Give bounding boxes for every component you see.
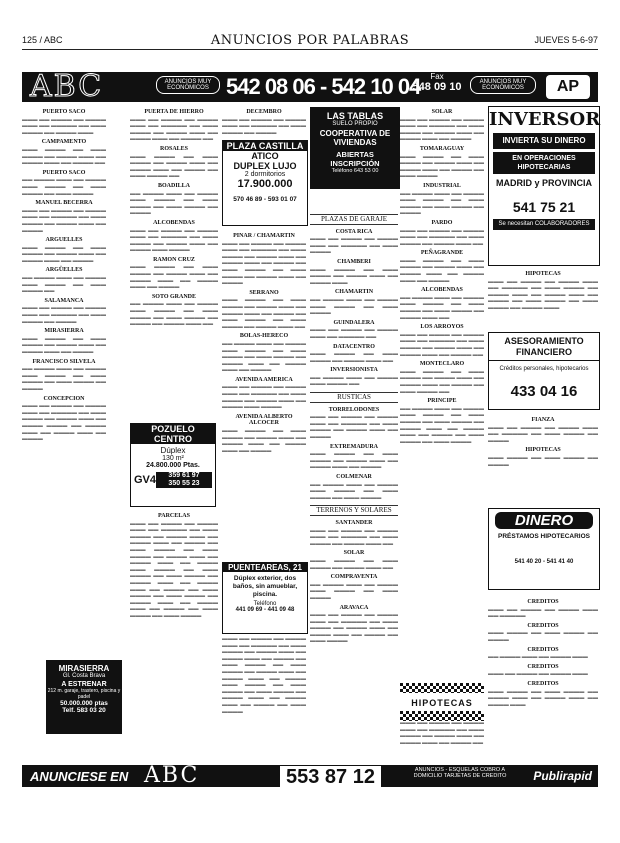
listing-text: ▬▬▬ ▬▬▬▬ ▬▬ ▬▬▬ ▬▬▬▬ ▬▬ ▬▬▬▬ [488,630,598,643]
listing-text: ▬▬▬ ▬▬▬▬ ▬▬ ▬▬▬ ▬▬▬▬ ▬▬ ▬▬▬▬ ▬▬▬ ▬▬ ▬▬▬▬ ▬▬▬ ▬▬ ▬▬▬▬ ▬▬ ▬▬▬ ▬▬▬▬ [400,153,484,180]
listing-heading: CREDITOS [527,680,559,687]
listing-heading: CONCEPCION [43,395,85,402]
listing-text: ▬▬ ▬▬▬▬ ▬▬▬ ▬▬ ▬▬▬▬ ▬▬▬ ▬▬▬▬ ▬▬ ▬▬▬ ▬▬▬▬ ▬▬ ▬▬▬ ▬▬▬▬ ▬▬ ▬▬▬▬ ▬▬▬ ▬▬ [400,294,484,321]
listing-text: ▬▬▬ ▬▬ ▬▬▬▬ ▬▬ ▬▬▬▬ ▬▬▬ ▬▬ ▬▬▬▬▬ ▬▬ ▬▬▬ ▬▬▬▬ ▬▬ ▬▬▬▬ ▬▬▬ ▬▬ ▬▬▬▬ [310,414,398,441]
ad-phone: 570 46 89 - 593 01 07 [233,196,297,203]
listing-heading: FIANZA [531,417,555,423]
ad-line: Se necesitan COLABORADORES [493,219,595,230]
listing-heading: BOLAS-HERECO [239,333,289,340]
listing-text: ▬▬▬ ▬▬ ▬▬▬▬ ▬▬ ▬▬▬▬ ▬▬▬ ▬▬ ▬▬▬▬▬ ▬▬ ▬▬▬ ▬▬▬▬ ▬▬ ▬▬▬▬ ▬▬▬ ▬▬ ▬▬▬▬ ▬▬▬ ▬▬ ▬▬▬▬ ▬▬ ▬▬▬ ▬▬▬▬ [310,612,398,645]
ad-line: INVIERTA SU DINERO [493,133,595,149]
ad-line: PRÉSTAMOS HIPOTECARIOS [498,533,590,540]
listing-text: ▬▬▬ ▬▬ ▬▬▬▬ ▬▬ ▬▬▬▬ ▬▬▬ ▬▬ ▬▬▬▬▬ [488,606,598,620]
listing-heading: AVENIDA AMERICA [235,376,293,383]
ad-puenteareas [222,562,308,634]
column-2 [130,106,218,416]
listing-heading: ARGUELLES [45,237,83,244]
listing-heading: PINAR / CHAMARTIN [233,233,295,239]
ad-line: SUELO PROPIO [332,121,378,127]
footer-banner [22,765,598,787]
listing-text: ▬▬▬ ▬▬▬▬ ▬▬ ▬▬▬ ▬▬▬▬ ▬▬ ▬▬▬▬ ▬▬▬ ▬▬ ▬▬▬▬ ▬▬▬ ▬▬ ▬▬▬▬ [22,335,106,355]
listing-heading: CREDITOS [527,646,559,653]
listing-heading: COSTA RICA [335,228,373,235]
listing-text: ▬▬▬ ▬▬ ▬▬▬▬ ▬▬ ▬▬▬▬ ▬▬▬ ▬▬ ▬▬▬▬▬ ▬▬ ▬▬▬ ▬▬▬▬ ▬▬ ▬▬▬▬ ▬▬▬ ▬▬ ▬▬▬▬ ▬▬▬ ▬▬ ▬▬▬▬ ▬▬ ▬▬▬ ▬▬▬▬ ▬▬ ▬▬▬ ▬▬▬▬ ▬▬ ▬▬▬▬ ▬▬▬ [488,278,598,311]
listing-text: ▬▬▬ ▬▬ ▬▬▬▬ ▬▬ ▬▬▬▬ ▬▬▬ ▬▬ ▬▬▬▬▬ ▬▬ ▬▬▬ ▬▬▬▬ ▬▬ ▬▬▬▬ ▬▬▬ ▬▬ ▬▬▬▬ ▬▬▬ ▬▬ ▬▬▬▬ ▬▬ ▬▬▬ ▬▬▬▬ ▬▬ ▬▬▬ ▬▬▬▬ ▬▬ ▬▬▬▬ ▬▬▬ ▬▬ ▬▬▬▬ ▬▬▬ ▬▬ ▬▬▬▬ ▬▬▬ ▬▬▬▬ ▬▬ ▬▬▬ ▬▬▬▬ ▬▬ ▬▬▬ ▬▬▬▬ ▬▬ ▬▬▬▬ ▬▬▬ ▬▬ ▬▬▬▬ ▬▬▬ ▬▬ ▬▬▬▬ ▬▬ ▬▬▬ ▬▬▬▬ [222,636,306,715]
listing-text: ▬▬▬ ▬▬▬▬ ▬▬ ▬▬▬ ▬▬▬▬ ▬▬ ▬▬▬▬ [488,454,598,468]
ad-plaza-castilla [222,140,308,226]
fax-number: 548 09 10 [412,81,462,93]
ad-mirasierra [46,660,122,734]
listing-heading: DATACENTRO [333,343,375,350]
listing-heading: PARCELAS [158,513,190,519]
listing-heading: LOS ARROYOS [420,324,464,331]
ad-line: EN OPERACIONES HIPOTECARIAS [493,152,595,174]
listing-text: ▬▬▬ ▬▬▬▬ ▬▬ ▬▬▬ ▬▬▬▬ ▬▬ ▬▬▬▬ ▬▬▬ ▬▬ ▬▬▬▬ ▬▬▬ ▬▬ ▬▬▬▬ ▬▬▬ [488,688,598,708]
listing-heading: ROSALES [159,145,188,152]
listing-text: ▬▬▬ ▬▬ ▬▬▬▬ ▬▬ ▬▬▬▬ ▬▬▬ ▬▬ ▬▬▬▬▬ ▬▬ ▬▬▬ ▬▬▬▬ ▬▬ ▬▬▬▬ ▬▬▬ ▬▬ ▬▬▬▬ [22,207,106,234]
ad-line: Créditos personales, hipotecarios [499,366,589,372]
ad-title: DINERO [495,512,593,529]
listing-text: ▬▬▬ ▬▬ ▬▬▬▬ ▬▬ ▬▬▬▬ ▬▬▬ ▬▬ ▬▬▬▬▬ ▬▬ ▬▬▬ ▬▬▬▬ ▬▬ ▬▬▬▬ ▬▬▬ ▬▬ ▬▬▬▬ ▬▬▬ ▬▬▬▬ [130,227,218,254]
ad-asesoramiento [488,332,600,410]
listing-text: ▬▬▬ ▬▬▬▬ ▬▬ ▬▬▬ ▬▬▬▬ ▬▬ ▬▬▬▬ ▬▬▬ ▬▬ ▬▬▬▬ ▬▬▬ ▬▬ ▬▬▬▬ [310,451,398,471]
section-heading: TERRENOS Y SOLARES [310,505,398,516]
listing-text: ▬▬ ▬▬▬▬ ▬▬▬ ▬▬ ▬▬▬▬ ▬▬▬ ▬▬▬▬ ▬▬ ▬▬▬ ▬▬▬▬ ▬▬ ▬▬▬ ▬▬▬▬ ▬▬ ▬▬▬▬ ▬▬▬ ▬▬ ▬▬▬▬ ▬▬▬ ▬▬ ▬▬▬▬ ▬▬ ▬▬▬ ▬▬▬▬ ▬▬ ▬▬▬ ▬▬▬▬ [400,405,484,445]
column-6-lower [488,596,598,762]
listing-text: ▬▬ ▬▬▬▬ ▬▬▬ ▬▬ ▬▬▬▬ ▬▬▬ ▬▬▬▬ ▬▬ ▬▬▬ ▬▬▬▬ ▬▬ ▬▬▬ ▬▬▬▬ ▬▬ ▬▬▬▬ [130,190,218,217]
classifieds-banner [22,69,598,104]
listing-text: ▬▬▬ ▬▬ ▬▬▬▬ ▬▬ ▬▬▬▬ ▬▬▬ ▬▬ ▬▬▬▬▬ ▬▬ ▬▬▬ ▬▬▬▬ ▬▬ ▬▬▬▬ ▬▬▬ [22,116,106,136]
listing-heading: CREDITOS [527,663,559,670]
listing-text: ▬▬▬ ▬▬ ▬▬▬▬ ▬▬ ▬▬▬▬ ▬▬▬ ▬▬ ▬▬▬▬▬ ▬▬ ▬▬▬ ▬▬▬▬ ▬▬ ▬▬▬▬ ▬▬▬ ▬▬ ▬▬▬▬ ▬▬▬ ▬▬ ▬▬▬▬ ▬▬ [130,116,218,143]
listing-heading: MANUEL BECERRA [35,200,93,207]
listing-heading: CAMPAMENTO [41,139,87,146]
listing-text: ▬▬▬ ▬▬▬▬ ▬▬ ▬▬▬ ▬▬▬▬ ▬▬ ▬▬▬▬ ▬▬▬ ▬▬ [310,351,398,364]
listing-text: ▬▬ ▬▬▬▬ ▬▬▬ ▬▬ ▬▬▬▬ ▬▬▬ ▬▬▬▬ ▬▬ ▬▬▬ ▬▬▬▬ ▬▬ ▬▬▬ ▬▬▬▬ ▬▬ ▬▬▬▬ [22,366,106,392]
listing-heading: CREDITOS [527,599,559,605]
listing-text: ▬▬▬ ▬▬ ▬▬▬▬ ▬▬ ▬▬▬▬ ▬▬▬ [488,671,588,678]
ad-price: 24.800.000 Ptas. [146,462,200,469]
listing-heading: AVENIDA ALBERTO ALCOCER [235,413,293,427]
ad-inversor [488,106,600,266]
banner-phones: 542 08 06 - 542 10 04 [226,74,421,99]
listing-heading: ARAVACA [339,604,369,611]
listing-text: ▬▬ ▬▬▬▬ ▬▬▬ ▬▬ ▬▬▬▬ ▬▬▬ ▬▬▬▬ ▬▬ ▬▬▬ ▬▬▬▬ ▬▬ ▬▬▬ ▬▬▬▬ ▬▬ ▬▬▬▬ ▬▬ ▬▬▬▬ ▬▬▬ ▬▬ [130,301,218,328]
listing-heading: FRANCISCO SILVELA [32,358,96,365]
ad-title: INVERSOR [489,109,601,130]
page-title: ANUNCIOS POR PALABRAS [210,33,410,48]
listing-text: ▬▬▬ ▬▬▬▬ ▬▬ ▬▬▬ ▬▬▬▬ ▬▬ ▬▬▬▬ ▬▬▬ ▬▬ ▬▬▬▬ ▬▬▬ ▬▬ ▬▬▬▬ ▬▬▬ ▬▬ ▬▬▬▬ [400,257,484,284]
column-3-top [222,106,306,136]
ad-pozuelo [130,423,216,507]
section-heading: RUSTICAS [310,392,398,403]
listing-text: ▬▬▬ ▬▬ ▬▬▬▬ ▬▬ ▬▬▬▬ ▬▬▬ ▬▬ ▬▬▬▬▬ ▬▬ ▬▬▬ ▬▬▬▬ [310,236,398,256]
ad-dinero [488,508,600,590]
footer-abc-logo: ABC [144,763,200,788]
footer-phone: 553 87 12 [280,766,381,789]
listing-heading: COLMENAR [336,474,372,480]
listing-heading: SANTANDER [335,519,373,526]
ad-title: ASESORAMIENTO FINANCIERO [489,336,599,361]
listing-heading: CHAMBERI [337,258,371,265]
footer-call-to-action: ANUNCIESE EN [30,769,129,784]
listing-heading: PUERTA DE HIERRO [144,109,204,115]
listing-heading: CHAMARTIN [334,289,374,296]
listing-heading: DECEMBRO [246,109,282,115]
column-1 [22,106,106,656]
listing-text: ▬▬ ▬▬▬▬ ▬▬▬ ▬▬ ▬▬▬▬ ▬▬▬ ▬▬▬▬ ▬▬ ▬▬▬ ▬▬▬▬ ▬▬ ▬▬▬ ▬▬▬▬ ▬▬ ▬▬▬▬ ▬▬▬ ▬▬ ▬▬▬▬ ▬▬▬ ▬▬ ▬▬▬▬ [222,340,306,374]
listing-heading: PEÑAGRANDE [420,250,464,257]
ad-phone: 541 75 21 [512,199,576,215]
listing-heading: TOMARAGUAY [419,145,465,152]
listing-text: ▬▬▬ ▬▬▬▬ ▬▬ ▬▬▬ ▬▬▬▬ ▬▬ ▬▬▬▬ ▬▬▬ ▬▬ ▬▬▬▬ ▬▬▬ ▬▬ ▬▬▬▬ ▬▬ ▬▬▬ ▬▬▬▬ ▬▬ [400,368,484,395]
listing-heading: GUINDALERA [333,319,375,326]
ad-line: Teléfono [253,601,277,607]
listing-text: ▬▬ ▬▬▬▬ ▬▬▬ ▬▬ ▬▬▬▬ ▬▬▬ ▬▬▬▬ ▬▬ [310,374,398,388]
listing-heading: PRINCIPE [427,398,457,405]
listing-heading: ARGÜELLES [45,267,83,274]
ad-title: POZUELO [131,424,215,434]
listing-text: ▬▬▬ ▬▬▬▬ ▬▬ ▬▬▬ ▬▬▬▬ ▬▬ ▬▬▬▬ ▬▬▬ ▬▬ ▬▬▬▬ ▬▬▬ ▬▬ ▬▬▬▬ ▬▬▬ ▬▬ ▬▬▬▬ [130,264,218,291]
column-4 [310,210,398,760]
listing-text: ▬▬▬ ▬▬▬▬ ▬▬ ▬▬▬ ▬▬▬▬ ▬▬ ▬▬▬▬ ▬▬▬ ▬▬ ▬▬▬▬ ▬▬▬ ▬▬ ▬▬▬▬ ▬▬▬ ▬▬ ▬▬▬▬ [222,428,306,454]
ad-phone: 441 09 69 - 441 09 48 [235,607,295,613]
listing-heading: SERRANO [249,289,279,296]
listing-heading: CREDITOS [527,622,559,629]
ad-line: 212 m. garaje, trastero, piscina y padel [47,688,121,700]
listing-text: ▬▬▬ ▬▬ ▬▬▬▬ ▬▬ ▬▬▬▬ ▬▬▬ ▬▬ ▬▬▬▬▬ ▬▬ ▬▬▬ ▬▬▬▬ ▬▬ ▬▬▬▬ ▬▬▬ ▬▬ [310,527,398,547]
ad-line: DUPLEX LUJO [233,161,297,171]
fax-label: Fax [430,72,444,81]
ad-line: ATICO [251,151,279,161]
column-6-top [488,268,598,330]
banner-tagline-left: ANUNCIOS MUY ECONÓMICOS [156,76,220,94]
listing-heading: INVERSIONISTA [330,367,378,374]
listing-heading: ALCOBENDAS [421,287,463,294]
listing-text: ▬▬ ▬▬▬▬ ▬▬▬ ▬▬ ▬▬▬▬ ▬▬▬ ▬▬▬▬ ▬▬ ▬▬▬ ▬▬▬▬ ▬▬ [22,275,106,295]
ad-phone: Telf. 583 03 20 [62,707,106,714]
listing-heading: MIRASIERRA [44,328,84,335]
ap-logo: AP [546,75,590,99]
listing-text: ▬▬▬ ▬▬▬▬ ▬▬ ▬▬▬ ▬▬▬▬ ▬▬ ▬▬▬▬ ▬▬▬ ▬▬ ▬▬▬▬ ▬▬▬ [310,266,398,286]
abc-logo: ABC [30,69,104,104]
ad-title: MIRASIERRA [58,664,110,673]
listing-heading: PARDO [431,219,453,226]
column-2-lower [130,510,218,760]
page-header [22,33,598,50]
listing-text: ▬▬ ▬▬▬▬ ▬▬▬ ▬▬ ▬▬▬▬ ▬▬▬ ▬▬▬▬ ▬▬ ▬▬▬ ▬▬▬▬ ▬▬ ▬▬▬ ▬▬▬▬ [310,481,398,501]
listing-text: ▬▬▬ ▬▬ ▬▬▬▬ ▬▬ ▬▬▬▬ ▬▬▬ ▬▬ ▬▬▬▬▬ ▬▬ ▬▬▬ ▬▬▬▬ ▬▬ ▬▬▬▬ [222,116,306,136]
listing-text: ▬▬ ▬▬▬▬ ▬▬▬ ▬▬ ▬▬▬▬ ▬▬▬ ▬▬▬▬ ▬▬ ▬▬▬ ▬▬▬▬ ▬▬ ▬▬▬ ▬▬▬▬ [22,177,106,197]
listing-text: ▬▬▬ ▬▬ ▬▬▬▬ ▬▬ ▬▬▬▬ ▬▬▬ ▬▬ ▬▬▬▬▬ ▬▬ ▬▬▬ ▬▬▬▬ ▬▬ ▬▬▬▬ ▬▬▬ ▬▬ ▬▬▬▬ ▬▬▬ ▬▬ ▬▬▬▬ ▬▬ [400,331,484,358]
listing-heading: SOLAR [431,109,453,115]
ad-phone: 433 04 16 [510,383,578,400]
listing-text: ▬▬▬ ▬▬ ▬▬▬▬ ▬▬ ▬▬▬▬ ▬▬▬ ▬▬ ▬▬▬▬▬ ▬▬ [310,327,398,340]
listing-text: ▬▬ ▬▬▬▬ ▬▬▬ ▬▬ ▬▬▬▬ ▬▬▬ ▬▬▬▬ ▬▬ ▬▬▬ ▬▬▬▬ [310,296,398,317]
ad-las-tablas [310,107,400,189]
ad-phone: 359 61 97 [168,472,200,479]
listing-text: ▬▬▬ ▬▬ ▬▬▬▬ ▬▬ ▬▬▬▬ ▬▬▬ ▬▬ ▬▬▬▬▬ ▬▬ ▬▬▬ ▬▬▬▬ ▬▬ ▬▬▬▬ ▬▬▬ ▬▬ ▬▬▬▬ ▬▬▬ ▬▬ ▬▬▬▬ ▬▬ [400,720,484,746]
ad-title: PLAZA CASTILLA [223,141,307,151]
listing-text: ▬▬▬ ▬▬ ▬▬▬▬ ▬▬ ▬▬▬▬ ▬▬▬ ▬▬ ▬▬▬▬▬ ▬▬ ▬▬▬ ▬▬▬▬ ▬▬ ▬▬▬▬ [22,305,106,325]
listing-text: ▬▬▬ ▬▬ ▬▬▬▬ ▬▬ ▬▬▬▬ ▬▬▬ ▬▬ ▬▬▬▬▬ ▬▬ ▬▬▬ ▬▬▬▬ ▬▬ ▬▬▬▬ ▬▬▬ ▬▬ ▬▬▬▬ ▬▬▬ ▬▬ ▬▬▬▬ [400,116,484,143]
ad-hipotecas [400,680,484,716]
ad-price: 17.900.000 [237,178,293,190]
listing-heading: TORRELODONES [328,406,380,413]
ad-line: A ESTRENAR [61,681,107,688]
ad-title: PUENTEAREAS, 21 [223,563,307,572]
column-5 [400,106,484,666]
ad-price: 50.000.000 ptas [60,700,108,707]
listing-heading: ALCOBENDAS [153,219,195,226]
listing-heading: SOLAR [343,550,365,557]
ad-line: 130 m² [162,455,184,462]
listing-text: ▬▬ ▬▬▬▬ ▬▬▬ ▬▬ ▬▬▬▬ ▬▬▬ ▬▬▬▬ ▬▬ ▬▬▬ ▬▬▬▬ ▬▬ ▬▬▬ ▬▬▬▬ ▬▬ ▬▬▬▬ [400,190,484,217]
ad-line: Gl. Costa Brava [62,673,106,679]
listing-text: ▬▬ ▬▬▬▬ ▬▬▬ ▬▬ ▬▬▬▬ ▬▬▬ ▬▬▬▬ ▬▬ ▬▬▬ ▬▬▬▬ [310,581,398,601]
ad-phone: 350 55 23 [168,480,200,487]
section-heading: PLAZAS DE GARAJE [310,214,398,225]
column-3-lower [222,636,306,760]
listing-text: ▬▬▬ ▬▬▬▬ ▬▬ ▬▬▬ ▬▬▬▬ ▬▬ ▬▬▬▬ ▬▬▬ ▬▬ ▬▬▬▬ ▬▬▬ ▬▬ ▬▬▬▬ [22,244,106,264]
listing-text: ▬▬▬ ▬▬ ▬▬▬▬ ▬▬ ▬▬▬▬ ▬▬▬ ▬▬ ▬▬▬▬▬ ▬▬ ▬▬▬ ▬▬▬▬ ▬▬ ▬▬▬▬ [488,424,598,444]
ad-title-2: CENTRO [131,434,215,444]
column-3 [222,230,306,560]
listing-heading: MONTECLARO [419,361,465,368]
listing-text: ▬▬▬ ▬▬ ▬▬▬▬ ▬▬ ▬▬▬▬ ▬▬▬ ▬▬ ▬▬▬▬▬ ▬▬ ▬▬▬ ▬▬▬▬ ▬▬ ▬▬▬▬ ▬▬▬ ▬▬ ▬▬▬▬ ▬▬▬▬ ▬▬ ▬▬▬▬ ▬▬▬ ▬▬ ▬▬▬▬ ▬▬▬ ▬▬ ▬▬▬▬ [22,403,106,443]
ad-phone: 541 40 20 - 541 41 40 [514,559,574,565]
listing-text: ▬▬▬ ▬▬ ▬▬▬▬ ▬▬ ▬▬▬▬ ▬▬▬ ▬▬ ▬▬▬▬▬ ▬▬ ▬▬▬ ▬▬▬▬ ▬▬ ▬▬▬▬ ▬▬▬ ▬▬ ▬▬▬▬ ▬▬▬ ▬▬ ▬▬▬▬ ▬▬ ▬▬▬ ▬▬▬▬ ▬▬ ▬▬▬ ▬▬▬▬ ▬▬ ▬▬▬▬ ▬▬▬ ▬▬ ▬▬▬▬ [222,240,306,287]
banner-fax [410,72,464,93]
listing-heading: HIPOTECAS [525,447,561,454]
ad-line: ABIERTAS INSCRIPCIÓN [330,150,380,168]
ad-line: COOPERATIVA DE VIVIENDAS [319,129,391,147]
listing-text: ▬▬▬ ▬▬ ▬▬▬▬ ▬▬ ▬▬▬▬ ▬▬▬ ▬▬ ▬▬▬▬▬ ▬▬ ▬▬▬ ▬▬▬▬ ▬▬ ▬▬▬▬ ▬▬▬ ▬▬ ▬▬▬▬ ▬▬▬ ▬▬▬▬ [222,384,306,411]
ad-line: Dúplex [160,446,186,455]
listing-heading: INDUSTRIAL [423,182,461,189]
listing-heading: SALAMANCA [44,297,84,304]
listing-text: ▬▬ ▬▬▬▬ ▬▬▬ ▬▬ ▬▬▬▬ ▬▬▬ [488,654,588,661]
listing-heading: BOADILLA [157,182,190,189]
footer-services: ANUNCIOS - ESQUELAS COBRO A DOMICILIO TARJETAS DE CREDITO [413,767,507,779]
listing-text: ▬▬▬ ▬▬ ▬▬▬▬ ▬▬ ▬▬▬▬ ▬▬▬ ▬▬ ▬▬▬▬▬ ▬▬ ▬▬▬ ▬▬▬▬ ▬▬ ▬▬▬▬ ▬▬▬ ▬▬ ▬▬▬▬ ▬▬▬ ▬▬ ▬▬▬▬ ▬▬ ▬▬▬ ▬▬▬▬ ▬▬ ▬▬▬ ▬▬▬▬ ▬▬ ▬▬▬▬ ▬▬▬ ▬▬ ▬▬▬▬ ▬▬▬ ▬▬ ▬▬▬▬ ▬▬▬ ▬▬▬▬ ▬▬ ▬▬▬ ▬▬▬▬ ▬▬ ▬▬▬ ▬▬▬▬ ▬▬ ▬▬▬▬ ▬▬▬ ▬▬ ▬▬▬▬ ▬▬▬ ▬▬ ▬▬▬▬ ▬▬ ▬▬▬ ▬▬▬▬ ▬▬ ▬▬▬ ▬▬▬▬ ▬▬ ▬▬▬▬ ▬▬▬ ▬▬ ▬▬▬▬ ▬▬▬ ▬▬ ▬▬▬▬ ▬▬ ▬▬▬ ▬▬▬▬ ▬▬ ▬▬▬ ▬▬▬▬ [130,520,218,619]
page-number: 125 / ABC [22,35,63,45]
column-6-mid [488,414,598,498]
listing-heading: RAMON CRUZ [153,256,195,263]
ad-line: MADRID y PROVINCIA [495,178,592,188]
listing-text: ▬▬▬ ▬▬▬▬ ▬▬ ▬▬▬ ▬▬▬▬ ▬▬ ▬▬▬▬ ▬▬▬ ▬▬ ▬▬▬▬ ▬▬▬ ▬▬ ▬▬▬▬ ▬▬ ▬▬▬ ▬▬▬▬ ▬▬ ▬▬▬ ▬▬▬▬ ▬▬ ▬▬▬▬ ▬▬▬ ▬▬ [222,297,306,330]
listing-text: ▬▬▬ ▬▬ ▬▬▬▬ ▬▬ ▬▬▬▬ ▬▬▬ ▬▬ ▬▬▬▬▬ ▬▬ ▬▬▬ ▬▬▬▬ ▬▬ ▬▬▬▬ ▬▬▬ ▬▬ [400,227,484,247]
ad-line: Dúplex exterior, dos baños, sin amueblar, piscina. [232,575,298,598]
ad-phone: Teléfono 643 53 00 [331,168,379,174]
listing-text: ▬▬▬ ▬▬▬▬ ▬▬ ▬▬▬ ▬▬▬▬ ▬▬ ▬▬▬▬ ▬▬▬ ▬▬ ▬▬▬▬ ▬▬▬ ▬▬ ▬▬▬▬ ▬▬ [22,146,106,167]
listing-heading: EXTREMADURA [330,443,378,450]
ad-code: GV4 [134,474,157,486]
ad-title: LAS TABLAS [326,111,384,121]
banner-tagline-right: ANUNCIOS MUY ECONÓMICOS [470,76,536,94]
listing-heading: HIPOTECAS [525,271,561,277]
page-date: JUEVES 5-6-97 [534,35,598,45]
listing-text: ▬▬▬ ▬▬▬▬ ▬▬ ▬▬▬ ▬▬▬▬ ▬▬ ▬▬▬▬ ▬▬▬ ▬▬ ▬▬▬▬ ▬▬▬ ▬▬ ▬▬▬▬ ▬▬ ▬▬▬ ▬▬▬▬ ▬▬ [130,153,218,180]
ad-title: HIPOTECAS [411,698,473,708]
column-5-lower [400,720,484,762]
ad-line: 2 dormitorios [244,171,286,178]
publirapid-logo: Publirapid [533,769,592,783]
listing-text: ▬▬▬ ▬▬▬▬ ▬▬ ▬▬▬ ▬▬▬▬ ▬▬ ▬▬▬▬ ▬▬▬ ▬▬ [310,557,398,571]
listing-heading: COMPRAVENTA [330,574,378,581]
listing-heading: PUERTO SACO [42,169,86,176]
listing-heading: PUERTO SACO [42,109,86,115]
checker-border-top [400,683,484,693]
listing-heading: SOTO GRANDE [151,293,197,300]
